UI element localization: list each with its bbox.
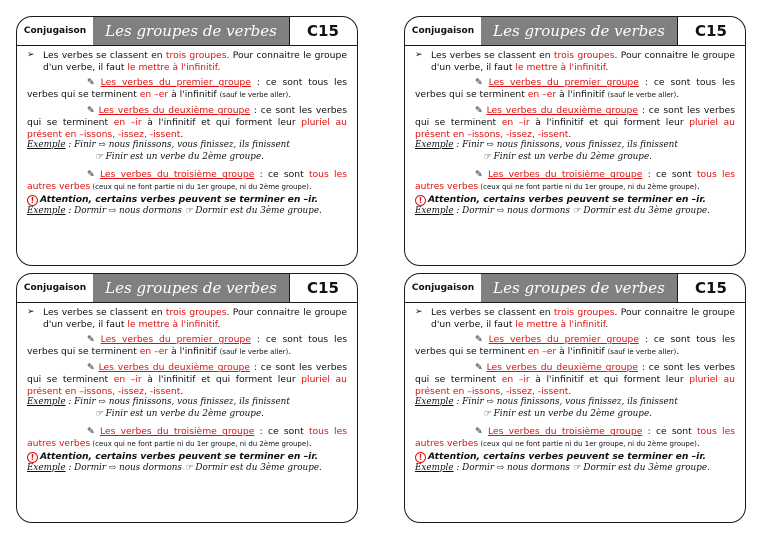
lesson-card [404,16,746,266]
arrow-bullet-icon: ➢ [27,50,35,60]
second-group-rule: ✎ Les verbes du deuxième groupe : ce sont les verbes qui se terminent en –ir à l'infinitif et qui forment leur pluriel au présent en –issons, -issez, -issent. [415,362,735,397]
attention-note: ! Attention, certains verbes peuvent se terminer en –ir. [27,194,347,206]
card-header [405,274,745,303]
warning-icon: ! [415,195,426,206]
example-finir: Exemple : Finir ⇨ nous finissons, vous finissez, ils finissent [415,397,678,408]
pencil-hand-icon: ✎ [475,426,483,438]
example-finir: Exemple : Finir ⇨ nous finissons, vous finissez, ils finissent [27,140,290,151]
example-finir-note: ☞ Finir est un verbe du 2ème groupe. [483,151,652,162]
lesson-card [404,273,746,523]
first-group-label: Les verbes du premier groupe [100,77,251,89]
second-group-label: Les verbes du deuxième groupe [98,105,251,117]
second-group-label: Les verbes du deuxième groupe [486,362,639,374]
intro-paragraph: ➢ Les verbes se classent en trois groupes. Pour connaitre le groupe d'un verbe, il faut le mettre à l'infinitif. [27,307,347,330]
subject-tag: Conjugaison [405,274,482,302]
pencil-hand-icon: ✎ [87,105,95,117]
example-finir: Exemple : Finir ⇨ nous finissons, vous finissez, ils finissent [27,397,290,408]
pencil-hand-icon: ✎ [475,105,483,117]
example-finir-note: ☞ Finir est un verbe du 2ème groupe. [483,408,652,419]
card-title: Les groupes de verbes [481,17,678,45]
pencil-hand-icon: ✎ [475,362,483,374]
card-header [17,274,357,303]
card-header [405,17,745,46]
lesson-code: C15 [307,279,339,297]
arrow-bullet-icon: ➢ [27,307,35,317]
card-title: Les groupes de verbes [481,274,678,302]
first-group-rule: ✎ Les verbes du premier groupe : ce sont tous les verbes qui se terminent en –er à l'infinitif (sauf le verbe aller). [27,77,348,100]
intro-paragraph: ➢ Les verbes se classent en trois groupes. Pour connaitre le groupe d'un verbe, il faut le mettre à l'infinitif. [415,50,735,73]
card-body [405,303,745,474]
warning-icon: ! [27,452,38,463]
third-group-label: Les verbes du troisième groupe [99,169,255,181]
example-dormir: Exemple : Dormir ⇨ nous dormons ☞ Dormir est du 3ème groupe. [415,462,710,473]
first-group-label: Les verbes du premier groupe [100,334,251,346]
second-group-label: Les verbes du deuxième groupe [98,362,251,374]
third-group-rule: ✎ Les verbes du troisième groupe : ce sont tous les autres verbes (ceux qui ne font partie ni du 1er groupe, ni du 2ème groupe). [27,169,348,192]
third-group-label: Les verbes du troisième groupe [487,426,643,438]
second-group-rule: ✎ Les verbes du deuxième groupe : ce sont les verbes qui se terminent en –ir à l'infinitif et qui forment leur pluriel au présent en –issons, -issez, -issent. [27,105,347,140]
second-group-rule: ✎ Les verbes du deuxième groupe : ce sont les verbes qui se terminent en –ir à l'infinitif et qui forment leur pluriel au présent en –issons, -issez, -issent. [415,105,735,140]
pencil-hand-icon: ✎ [87,426,95,438]
lesson-code: C15 [695,279,727,297]
arrow-bullet-icon: ➢ [415,307,423,317]
pencil-hand-icon: ✎ [87,362,95,374]
intro-paragraph: ➢ Les verbes se classent en trois groupes. Pour connaitre le groupe d'un verbe, il faut le mettre à l'infinitif. [27,50,347,73]
second-group-rule: ✎ Les verbes du deuxième groupe : ce sont les verbes qui se terminent en –ir à l'infinitif et qui forment leur pluriel au présent en –issons, -issez, -issent. [27,362,347,397]
first-group-rule: ✎ Les verbes du premier groupe : ce sont tous les verbes qui se terminent en –er à l'infinitif (sauf le verbe aller). [415,334,736,357]
example-dormir: Exemple : Dormir ⇨ nous dormons ☞ Dormir est du 3ème groupe. [27,205,322,216]
third-group-rule: ✎ Les verbes du troisième groupe : ce sont tous les autres verbes (ceux qui ne font partie ni du 1er groupe, ni du 2ème groupe). [415,426,736,449]
subject-tag: Conjugaison [405,17,482,45]
third-group-rule: ✎ Les verbes du troisième groupe : ce sont tous les autres verbes (ceux qui ne font partie ni du 1er groupe, ni du 2ème groupe). [415,169,736,192]
lesson-card [16,16,358,266]
third-group-label: Les verbes du troisième groupe [487,169,643,181]
third-group-rule: ✎ Les verbes du troisième groupe : ce sont tous les autres verbes (ceux qui ne font partie ni du 1er groupe, ni du 2ème groupe). [27,426,348,449]
warning-icon: ! [27,195,38,206]
card-body [405,46,745,217]
subject-tag: Conjugaison [17,274,94,302]
pencil-hand-icon: ✎ [87,169,95,181]
attention-note: ! Attention, certains verbes peuvent se terminer en –ir. [415,194,735,206]
example-dormir: Exemple : Dormir ⇨ nous dormons ☞ Dormir est du 3ème groupe. [415,205,710,216]
example-finir: Exemple : Finir ⇨ nous finissons, vous finissez, ils finissent [415,140,678,151]
example-finir-note: ☞ Finir est un verbe du 2ème groupe. [95,408,264,419]
lesson-code: C15 [307,22,339,40]
card-body [17,303,357,474]
pencil-hand-icon: ✎ [475,334,483,346]
second-group-label: Les verbes du deuxième groupe [486,105,639,117]
pencil-hand-icon: ✎ [87,77,95,89]
first-group-label: Les verbes du premier groupe [488,77,639,89]
third-group-label: Les verbes du troisième groupe [99,426,255,438]
card-body [17,46,357,217]
intro-paragraph: ➢ Les verbes se classent en trois groupes. Pour connaitre le groupe d'un verbe, il faut le mettre à l'infinitif. [415,307,735,330]
attention-note: ! Attention, certains verbes peuvent se terminer en –ir. [27,451,347,463]
card-header [17,17,357,46]
lesson-code: C15 [695,22,727,40]
example-finir-note: ☞ Finir est un verbe du 2ème groupe. [95,151,264,162]
warning-icon: ! [415,452,426,463]
first-group-label: Les verbes du premier groupe [488,334,639,346]
attention-note: ! Attention, certains verbes peuvent se terminer en –ir. [415,451,735,463]
first-group-rule: ✎ Les verbes du premier groupe : ce sont tous les verbes qui se terminent en –er à l'infinitif (sauf le verbe aller). [27,334,348,357]
lesson-card [16,273,358,523]
example-dormir: Exemple : Dormir ⇨ nous dormons ☞ Dormir est du 3ème groupe. [27,462,322,473]
arrow-bullet-icon: ➢ [415,50,423,60]
pencil-hand-icon: ✎ [475,169,483,181]
subject-tag: Conjugaison [17,17,94,45]
card-title: Les groupes de verbes [93,274,290,302]
pencil-hand-icon: ✎ [87,334,95,346]
first-group-rule: ✎ Les verbes du premier groupe : ce sont tous les verbes qui se terminent en –er à l'infinitif (sauf le verbe aller). [415,77,736,100]
card-title: Les groupes de verbes [93,17,290,45]
pencil-hand-icon: ✎ [475,77,483,89]
